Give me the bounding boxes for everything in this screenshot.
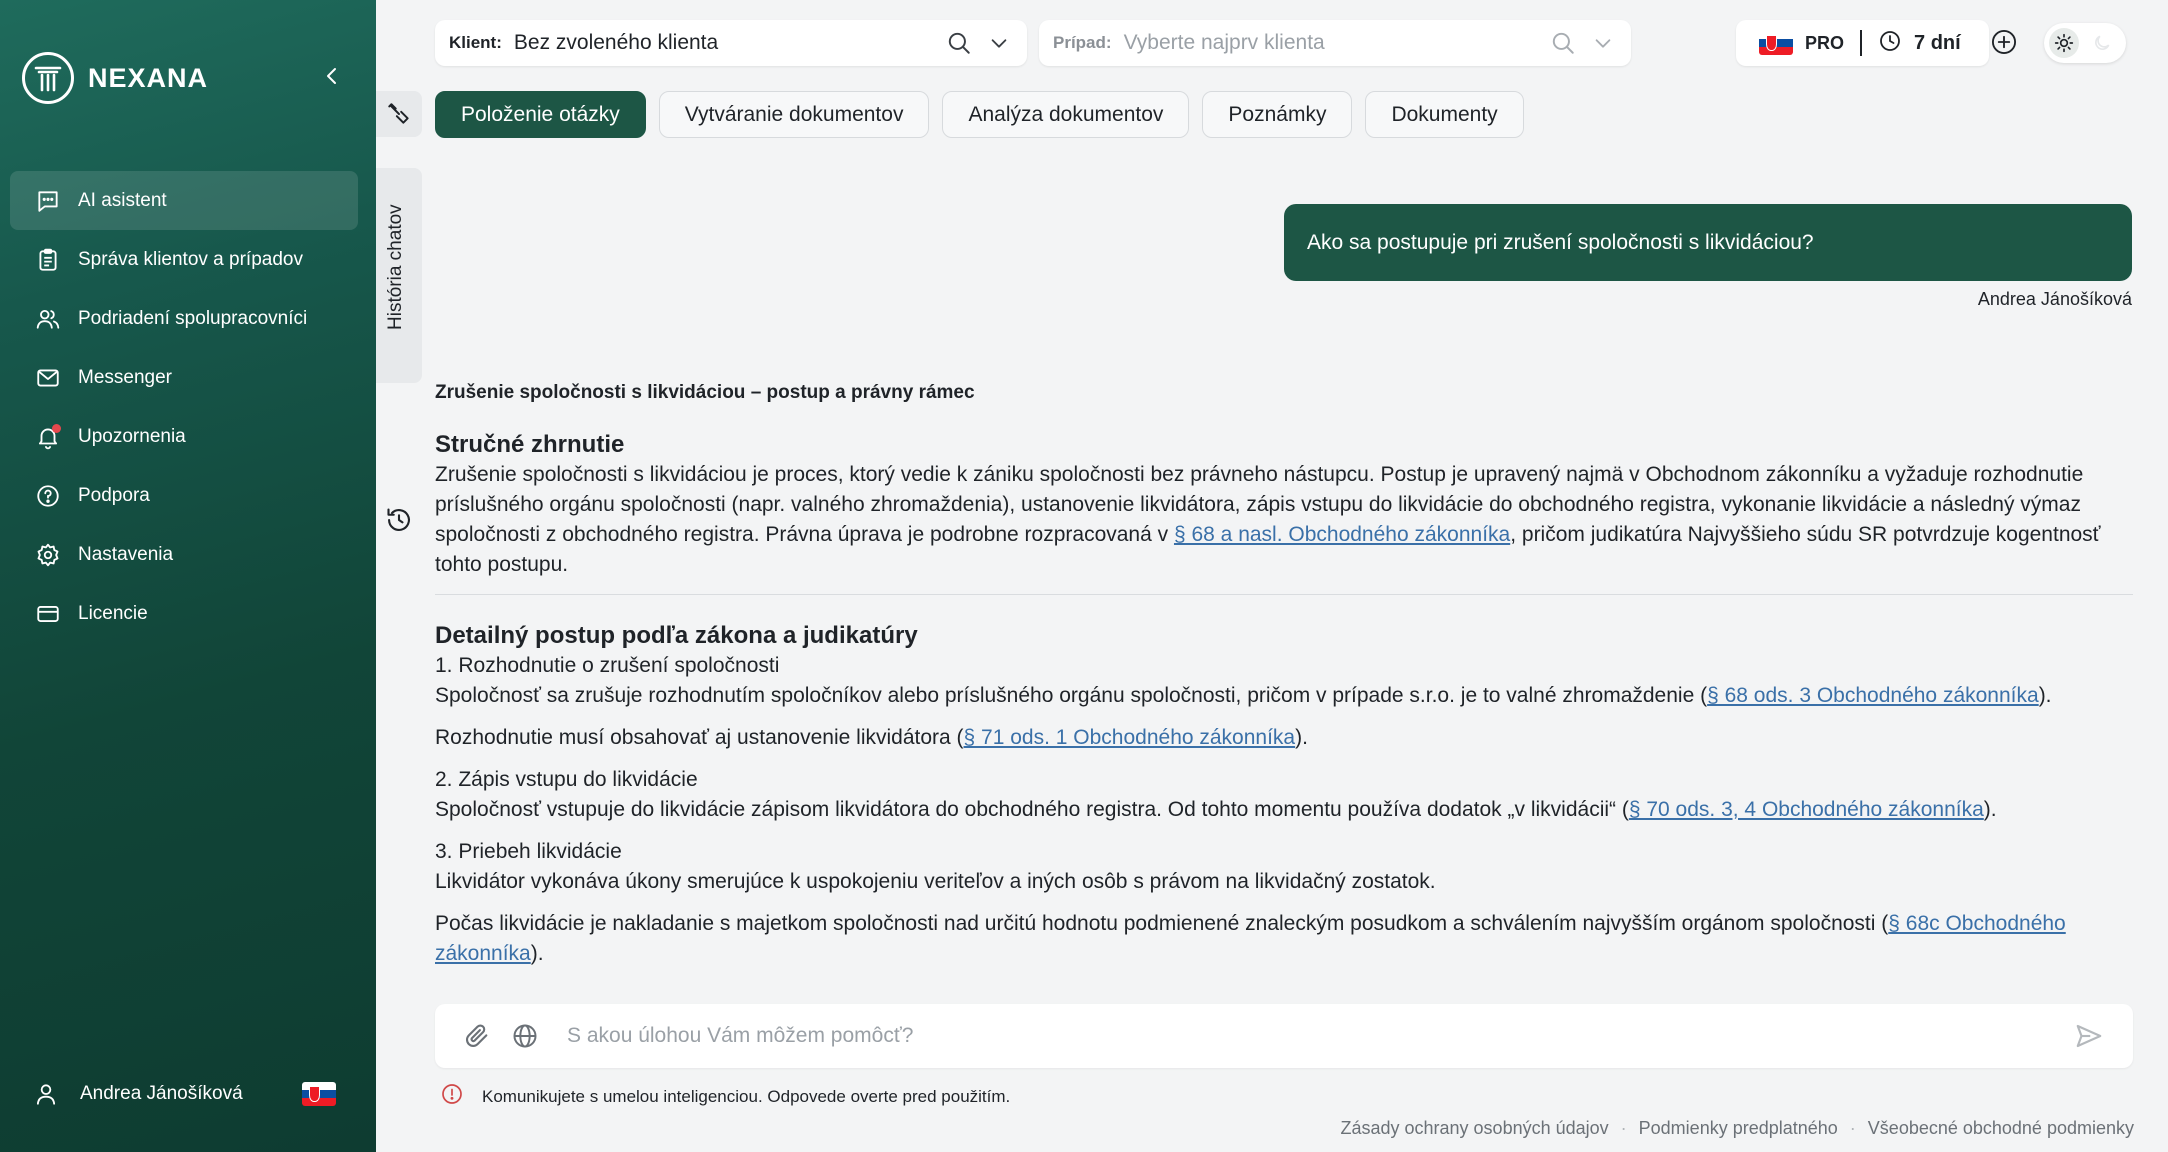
- tab-create-documents[interactable]: Vytváranie dokumentov: [659, 91, 930, 138]
- info-icon: [440, 1082, 464, 1111]
- step-paragraph: Spoločnosť sa zrušuje rozhodnutím spoločníkov alebo príslušného orgánu spoločnosti, pričom v prípade s.r.o. je to valné zhromaždenie (§ 68 ods. 3 Obchodného zákonníka).: [435, 684, 2052, 707]
- send-button[interactable]: [2071, 1018, 2107, 1054]
- sidebar-item-label: AI asistent: [78, 189, 167, 211]
- step-paragraph: Spoločnosť vstupuje do likvidácie zápisom likvidátora do obchodného registra. Od tohto momentu používa dodatok „v likvidácii“ (§ 70 ods. 3, 4 Obchodného zákonníka).: [435, 798, 1997, 821]
- client-value: Bez zvoleného klienta: [513, 31, 719, 54]
- user-name: Andrea Jánošíková: [80, 1083, 243, 1104]
- tab-analyze-documents[interactable]: Analýza dokumentov: [942, 91, 1189, 138]
- sidebar-item-label: Podpora: [78, 484, 150, 506]
- plan-label: PRO: [1805, 32, 1845, 53]
- mode-tabs: [435, 91, 1524, 138]
- add-button[interactable]: [1990, 28, 2020, 58]
- plus-circle-icon: [1990, 28, 2018, 56]
- logo-pillar-icon: [22, 52, 74, 104]
- detail-heading: Detailný postup podľa zákona a judikatúry: [435, 622, 918, 649]
- tab-notes[interactable]: Poznámky: [1202, 91, 1352, 138]
- law-link[interactable]: § 68 a nasl. Obchodného zákonníka: [1173, 523, 1511, 546]
- sidebar-item-label: Podriadení spolupracovníci: [78, 307, 308, 329]
- terms-link[interactable]: Všeobecné obchodné podmienky: [1867, 1118, 2134, 1138]
- summary-heading: Stručné zhrnutie: [435, 431, 625, 458]
- search-icon[interactable]: [1549, 29, 1577, 57]
- slovak-flag-icon[interactable]: [302, 1082, 336, 1106]
- credit-card-icon: [34, 600, 62, 628]
- notification-badge: [52, 424, 61, 433]
- sidebar-item-label: Nastavenia: [78, 543, 174, 565]
- user-profile[interactable]: [32, 1080, 336, 1108]
- case-placeholder: Vyberte najprv klienta: [1123, 31, 1325, 54]
- step-paragraph: Rozhodnutie musí obsahovať aj ustanovenie likvidátora (§ 71 ods. 1 Obchodného zákonníka).: [435, 726, 1308, 749]
- sidebar-item-settings[interactable]: [10, 525, 358, 584]
- logo[interactable]: [22, 52, 208, 104]
- days-remaining: 7 dní: [1914, 31, 1961, 54]
- user-icon: [32, 1080, 60, 1108]
- sidebar-item-subordinates[interactable]: [10, 289, 358, 348]
- disclaimer-text: Komunikujete s umelou inteligenciou. Odpovede overte pred použitím.: [482, 1086, 1011, 1106]
- help-circle-icon: [34, 482, 62, 510]
- moon-icon: [2092, 33, 2112, 53]
- divider: [1860, 30, 1862, 56]
- step-paragraph: Likvidátor vykonáva úkony smerujúce k uspokojeniu veriteľov a iných osôb s právom na likvidačný zostatok.: [435, 870, 1436, 893]
- send-icon: [2074, 1021, 2104, 1051]
- tab-documents[interactable]: Dokumenty: [1365, 91, 1523, 138]
- tab-ask-question[interactable]: Položenie otázky: [435, 91, 646, 138]
- chat-icon: [34, 187, 62, 215]
- subscription-terms-link[interactable]: Podmienky predplatného: [1638, 1118, 1838, 1138]
- globe-icon[interactable]: [509, 1020, 541, 1052]
- user-message: [1284, 204, 2132, 281]
- step-paragraph: Počas likvidácie je nakladanie s majetkom spoločnosti nad určitú hodnotu podmienené znaleckým posudkom a schválením najvyšším orgánom spoločnosti (§ 68c Obchodného zákonníka).: [435, 912, 2066, 965]
- privacy-link[interactable]: Zásady ochrany osobných údajov: [1340, 1118, 1609, 1138]
- sidebar-nav: [10, 171, 358, 643]
- assistant-answer: [435, 378, 2133, 969]
- sidebar-item-label: Správa klientov a prípadov: [78, 248, 303, 270]
- sun-icon: [2049, 28, 2079, 58]
- message-input[interactable]: [567, 1024, 2071, 1048]
- sidebar-item-ai-assistant[interactable]: [10, 171, 358, 230]
- sidebar-item-label: Upozornenia: [78, 425, 186, 447]
- gear-icon: [34, 541, 62, 569]
- summary-paragraph: Zrušenie spoločnosti s likvidáciou je proces, ktorý vedie k zániku spoločnosti bez právneho nástupcu. Postup je upravený najmä v Obchodnom zákonníku a vyžaduje rozhodnutie príslušného orgánu spoločnosti (napr. valného zhromaždenia), ustanovenie likvidátora, zápis vstupu do likvidácie do obchodného registra, vykonanie likvidácie a následný výmaz spoločnosti z obchodného registra. Právna úprava je podrobne rozpracovaná v § 68 a nasl. Obchodného zákonníka, pričom judikatúra Najvyššieho súdu SR potvrdzuje kogentnosť tohto postupu.: [435, 463, 2101, 576]
- clock-icon: [1878, 29, 1902, 58]
- sidebar: [0, 0, 376, 1152]
- client-selector[interactable]: [435, 20, 1027, 66]
- mail-icon: [34, 364, 62, 392]
- sidebar-item-licenses[interactable]: [10, 584, 358, 643]
- answer-title: Zrušenie spoločnosti s likvidáciou – postup a právny rámec: [435, 382, 975, 403]
- history-icon: [385, 506, 413, 539]
- sidebar-item-support[interactable]: [10, 466, 358, 525]
- divider: [435, 594, 2133, 595]
- client-label: Klient:: [449, 33, 502, 52]
- chat-history-toggle[interactable]: [376, 168, 422, 383]
- message-composer: [435, 1004, 2133, 1068]
- ai-disclaimer: [440, 1082, 1010, 1111]
- theme-toggle[interactable]: [2044, 23, 2126, 63]
- clipboard-icon: [34, 246, 62, 274]
- footer-links: Zásady ochrany osobných údajov · Podmienky predplatného · Všeobecné obchodné podmienky: [1340, 1118, 2134, 1138]
- law-link[interactable]: § 68 ods. 3 Obchodného zákonníka: [1707, 684, 2039, 707]
- user-message-text: Ako sa postupuje pri zrušení spoločnosti s likvidáciou?: [1307, 230, 1814, 254]
- sidebar-item-notifications[interactable]: [10, 407, 358, 466]
- chevron-down-icon[interactable]: [1589, 29, 1617, 57]
- search-icon[interactable]: [945, 29, 973, 57]
- bell-icon: [34, 423, 62, 451]
- slovak-flag-icon[interactable]: [1759, 31, 1793, 55]
- case-selector[interactable]: [1039, 20, 1631, 66]
- step-title: 1. Rozhodnutie o zrušení spoločnosti: [435, 654, 780, 677]
- case-label: Prípad:: [1053, 33, 1112, 52]
- attach-icon[interactable]: [461, 1020, 493, 1052]
- pin-button[interactable]: [376, 91, 422, 137]
- law-link[interactable]: § 68c Obchodného zákonníka: [435, 912, 2066, 965]
- chevron-left-icon: [320, 64, 344, 88]
- users-icon: [34, 305, 62, 333]
- sidebar-item-label: Licencie: [78, 602, 148, 624]
- law-link[interactable]: § 71 ods. 1 Obchodného zákonníka: [963, 726, 1296, 749]
- sidebar-item-label: Messenger: [78, 366, 172, 388]
- step-title: 3. Priebeh likvidácie: [435, 840, 622, 863]
- law-link[interactable]: § 70 ods. 3, 4 Obchodného zákonníka: [1628, 798, 1984, 821]
- step-title: 2. Zápis vstupu do likvidácie: [435, 768, 698, 791]
- logo-text: NEXANA: [88, 62, 209, 93]
- sidebar-item-messenger[interactable]: [10, 348, 358, 407]
- plan-status: [1736, 20, 1989, 66]
- chat-history-label: História chatov: [385, 204, 406, 330]
- collapse-sidebar-button[interactable]: [320, 64, 344, 88]
- message-author: Andrea Jánošíková: [1977, 289, 2132, 309]
- paperclip-icon: [386, 101, 412, 127]
- chevron-down-icon[interactable]: [985, 29, 1013, 57]
- sidebar-item-clients-cases[interactable]: [10, 230, 358, 289]
